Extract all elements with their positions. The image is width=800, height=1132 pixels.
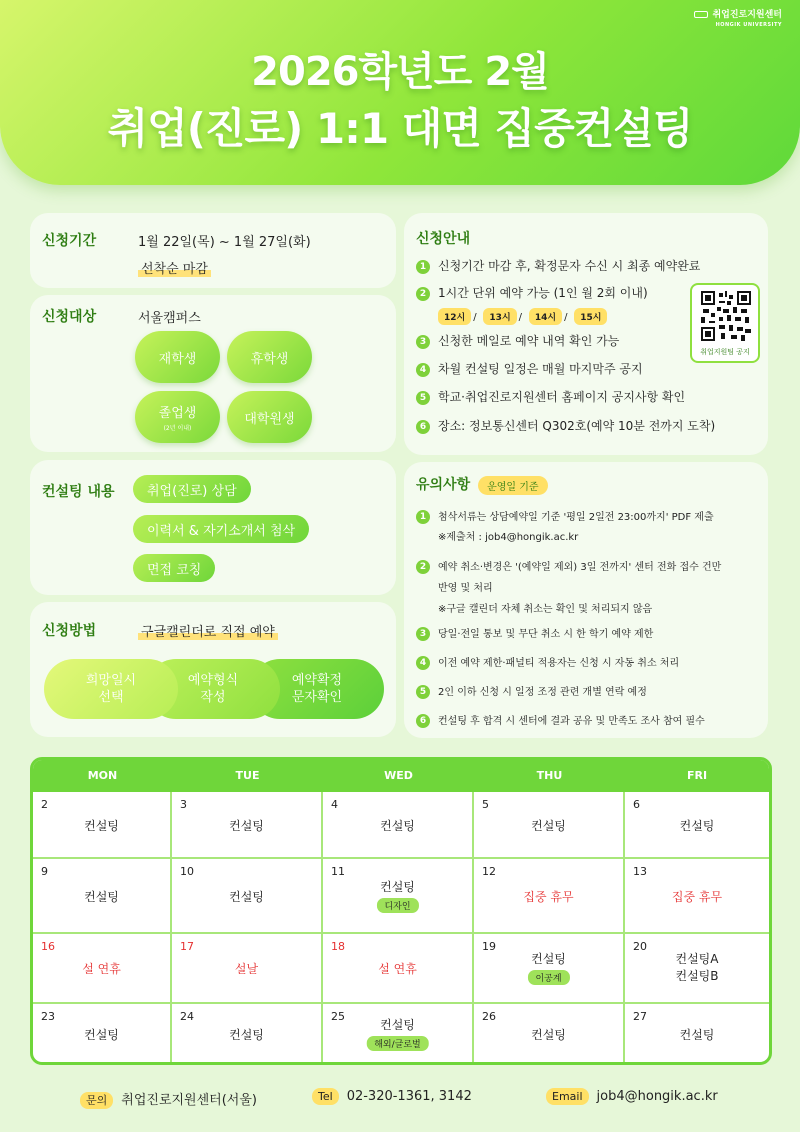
day-event: 컨설팅 — [229, 819, 264, 833]
notes-item-3: 3 당일·전일 통보 및 무단 취소 시 한 학기 예약 제한 — [416, 625, 653, 641]
day-number: 17 — [180, 940, 194, 953]
guide-item-6: 6 장소: 정보통신센터 Q302호(예약 10분 전까지 도착) — [416, 417, 715, 434]
guide-item-1: 1 신청기간 마감 후, 확정문자 수신 시 최종 예약완료 — [416, 257, 700, 274]
guide-item-4: 4 차월 컨설팅 일정은 매월 마지막주 공지 — [416, 360, 643, 377]
tel-value[interactable]: 02-320-1361, 3142 — [346, 1089, 472, 1104]
calendar-cell — [625, 1004, 769, 1065]
day-event: 컨설팅 — [380, 819, 415, 833]
day-number: 6 — [633, 798, 640, 811]
calendar-cell — [323, 859, 474, 934]
day-number: 23 — [41, 1010, 55, 1023]
target-campus: 서울캠퍼스 — [138, 311, 201, 326]
day-number: 24 — [180, 1010, 194, 1023]
day-event: 컨설팅 — [84, 890, 119, 904]
day-number: 4 — [331, 798, 338, 811]
content-item-resume: 이력서 & 자기소개서 첨삭 — [133, 515, 309, 543]
tel-label: Tel — [312, 1088, 339, 1105]
logo-icon — [694, 11, 708, 18]
day-event: 컨설팅A — [675, 952, 719, 966]
day-event: 컨설팅 — [229, 890, 264, 904]
target-group-enrolled: 재학생 — [135, 331, 220, 383]
day-event-2: 컨설팅B — [675, 969, 719, 983]
day-header-fri: FRI — [686, 769, 708, 782]
qr-caption: 취업지원팀 공지 — [700, 348, 750, 356]
day-number: 27 — [633, 1010, 647, 1023]
time-chip: 12시 — [438, 308, 471, 325]
guide-item-3: 3 신청한 메일로 예약 내역 확인 가능 — [416, 332, 619, 349]
calendar-cell — [625, 792, 769, 859]
day-event-tag: 해외/글로벌 — [366, 1036, 429, 1051]
day-header-thu: THU — [536, 769, 563, 782]
calendar-cell — [474, 1004, 625, 1065]
guide-label: 신청안내 — [416, 231, 471, 247]
day-number: 5 — [482, 798, 489, 811]
notes-item-1: 1 첨삭서류는 상담예약일 기준 '평일 2일전 23:00까지' PDF 제출 — [416, 508, 714, 524]
inquiry-value: 취업진로지원센터(서울) — [121, 1093, 257, 1108]
footer-inquiry — [80, 1089, 257, 1108]
day-event: 컨설팅 — [679, 819, 715, 833]
day-event-tag: 이공계 — [527, 970, 569, 985]
content-label: 컨설팅 내용 — [42, 484, 115, 500]
title-line-1: 2026학년도 2월 — [251, 49, 549, 95]
notes-item-2-sub: ※구글 캘린더 자체 취소는 확인 및 처리되지 않음 — [438, 604, 653, 615]
day-event: 집중 휴무 — [523, 890, 574, 904]
method-step-2: 예약형식 작성 — [146, 659, 280, 719]
notes-card — [404, 462, 768, 738]
notes-label: 유의사항 운영일 기준 — [416, 474, 548, 495]
calendar-cell — [172, 859, 323, 934]
day-event: 컨설팅 — [84, 819, 119, 833]
title-line-2: 취업(진로) 1:1 대면 집중컨설팅 — [107, 104, 693, 153]
qr-code[interactable] — [690, 283, 760, 363]
content-item-counsel: 취업(진로) 상담 — [133, 475, 251, 503]
notes-item-2: 2 예약 취소·변경은 '(예약일 제외) 3일 전까지' 센터 전화 접수 건만 — [416, 558, 721, 574]
calendar-cell — [323, 792, 474, 859]
calendar-cell — [172, 792, 323, 859]
day-number: 13 — [633, 865, 647, 878]
notes-item-1-sub: ※제출처 : job4@hongik.ac.kr — [438, 532, 579, 543]
day-number: 20 — [633, 940, 647, 953]
day-number: 12 — [482, 865, 496, 878]
period-note-wrap — [138, 258, 211, 277]
day-event: 컨설팅 — [531, 952, 566, 966]
day-number: 16 — [41, 940, 55, 953]
notes-badge: 운영일 기준 — [478, 476, 547, 495]
inquiry-label: 문의 — [80, 1092, 113, 1109]
method-card — [30, 602, 396, 737]
day-event-tag: 디자인 — [376, 898, 418, 913]
method-desc-wrap — [138, 621, 278, 640]
calendar-cell — [474, 859, 625, 934]
calendar-cell — [474, 792, 625, 859]
period-dates: 1월 22일(목) ~ 1월 27일(화) — [138, 235, 311, 250]
notes-item-4: 4 이전 예약 제한·패널티 적용자는 신청 시 자동 취소 처리 — [416, 654, 679, 670]
calendar-cell — [172, 1004, 323, 1065]
calendar-cell — [323, 934, 474, 1004]
day-number: 10 — [180, 865, 194, 878]
notes-item-2-cont: 반영 및 처리 — [438, 583, 493, 594]
notes-item-5: 5 2인 이하 신청 시 일정 조정 관련 개별 연락 예정 — [416, 683, 647, 699]
content-card — [30, 460, 396, 595]
time-chip: 13시 — [483, 308, 516, 325]
day-event: 컨설팅 — [531, 819, 566, 833]
day-event: 집중 휴무 — [671, 890, 723, 904]
day-number: 25 — [331, 1010, 345, 1023]
day-number: 26 — [482, 1010, 496, 1023]
day-event: 컨설팅 — [380, 880, 415, 894]
method-step-3: 예약확정 문자확인 — [250, 659, 384, 719]
target-group-graduate: 졸업생 (2년 이내) — [135, 391, 220, 443]
guide-times: 12시 / 13시 / 14시 / 15시 — [438, 308, 609, 325]
calendar-cell — [33, 934, 172, 1004]
method-label: 신청방법 — [42, 623, 97, 639]
day-number: 2 — [41, 798, 48, 811]
day-event: 설 연휴 — [378, 962, 417, 976]
day-header-mon: MON — [87, 769, 118, 782]
method-desc: 구글캘린더로 직접 예약 — [138, 625, 278, 640]
day-event: 컨설팅 — [531, 1028, 566, 1042]
calendar-cell — [33, 1004, 172, 1065]
day-number: 11 — [331, 865, 345, 878]
day-number: 9 — [41, 865, 48, 878]
calendar-cell — [323, 1004, 474, 1065]
day-header-wed: WED — [384, 769, 413, 782]
target-group-leave: 휴학생 — [227, 331, 312, 383]
time-chip: 15시 — [574, 308, 607, 325]
day-number: 19 — [482, 940, 496, 953]
calendar-cell — [474, 934, 625, 1004]
day-event: 설날 — [234, 962, 259, 976]
content-item-interview: 면접 코칭 — [133, 554, 215, 582]
day-event: 컨설팅 — [229, 1028, 264, 1042]
target-group-graduate-school: 대학원생 — [227, 391, 312, 443]
calendar-header — [33, 760, 769, 792]
calendar-cell — [625, 859, 769, 934]
target-card — [30, 295, 396, 452]
footer-tel — [312, 1089, 472, 1104]
guide-item-5: 5 학교·취업진로지원센터 홈페이지 공지사항 확인 — [416, 388, 685, 405]
calendar-cell — [172, 934, 323, 1004]
email-label: Email — [546, 1088, 589, 1105]
day-number: 18 — [331, 940, 345, 953]
day-number: 3 — [180, 798, 187, 811]
calendar-cell — [33, 859, 172, 934]
email-value[interactable]: job4@hongik.ac.kr — [596, 1089, 718, 1104]
period-label: 신청기간 — [42, 233, 97, 249]
footer-email — [546, 1089, 718, 1104]
day-event: 컨설팅 — [84, 1028, 119, 1042]
consulting-calendar — [30, 757, 772, 1065]
period-card — [30, 213, 396, 288]
day-event: 설 연휴 — [82, 962, 121, 976]
qr-code-icon — [701, 291, 751, 341]
day-event: 컨설팅 — [380, 1018, 415, 1032]
day-event: 컨설팅 — [679, 1028, 715, 1042]
calendar-cell — [33, 792, 172, 859]
center-logo: 취업진로지원센터 HONGIK UNIVERSITY — [694, 10, 782, 30]
period-note: 선착순 마감 — [138, 262, 211, 277]
method-step-1: 희망일시 선택 — [44, 659, 178, 719]
calendar-cell — [625, 934, 769, 1004]
guide-item-2: 2 1시간 단위 예약 가능 (1인 월 2회 이내) — [416, 284, 648, 301]
notes-item-6: 6 컨설팅 후 합격 시 센터에 결과 공유 및 만족도 조사 참여 필수 — [416, 712, 705, 728]
day-header-tue: TUE — [235, 769, 260, 782]
target-label: 신청대상 — [42, 309, 97, 325]
time-chip: 14시 — [529, 308, 562, 325]
